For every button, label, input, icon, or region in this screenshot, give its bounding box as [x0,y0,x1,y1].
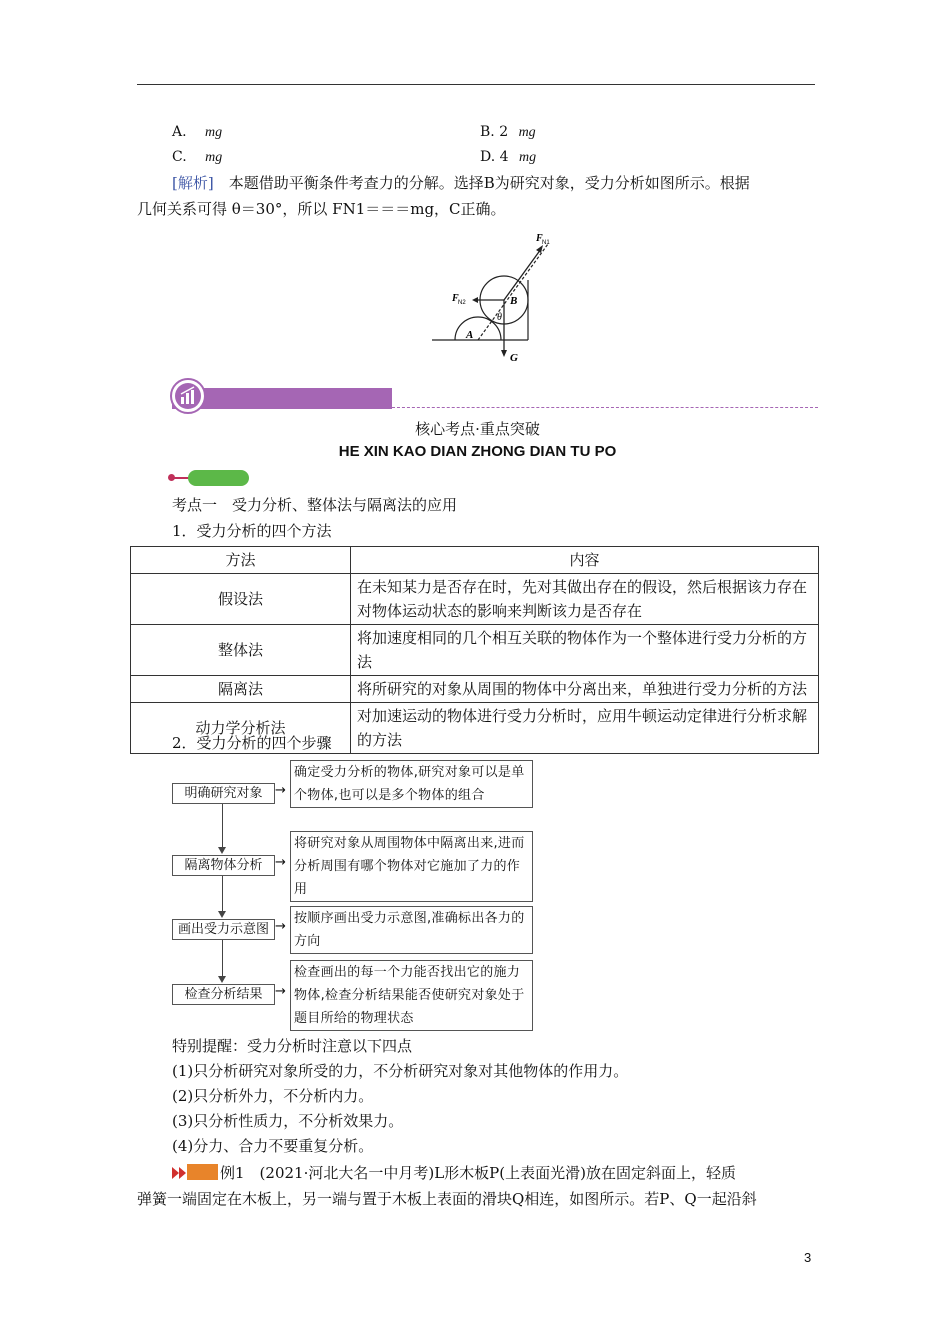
example-label: 例1 [220,1164,245,1182]
chart-icon [172,380,204,412]
kaodian-marker-dot [168,474,175,481]
analysis-text-1: 本题借助平衡条件考查力的分解。选择B为研究对象，受力分析如图所示。根据 [213,174,750,192]
option-d-value: mg [519,150,537,165]
option-a-value: mg [205,125,223,140]
table-header-content: 内容 [351,547,819,574]
label-fn2: F [452,293,459,304]
label-fn1-sub: N1 [542,240,550,246]
label-fn2-sub: N2 [458,300,466,306]
label-fn1: F [536,233,543,244]
option-c-value: mg [205,150,223,165]
analysis-line2: 几何关系可得 θ＝30°，所以 FN1＝＝＝mg，C正确。 [137,200,506,218]
reminder-title: 特别提醒：受力分析时注意以下四点 [172,1037,413,1055]
flow-arrowhead-2 [218,911,226,918]
step-4-desc: 检查画出的每一个力能否找出它的施力物体,检查分析结果能否使研究对象处于题目所给的物理状态 [290,960,533,1031]
option-b [480,124,536,141]
option-c [172,149,222,166]
option-d-label: D. 4 [480,149,509,165]
steps-subtitle: 2．受力分析的四个步骤 [172,734,332,752]
methods-subtitle: 1．受力分析的四个方法 [172,522,332,540]
table-cell-content: 对加速运动的物体进行受力分析时，应用牛顿运动定律进行分析求解的方法 [351,703,819,754]
option-a-label: A. [172,124,187,140]
section-title-pinyin: HE XIN KAO DIAN ZHONG DIAN TU PO [338,443,617,460]
option-c-label: C. [172,149,187,165]
label-a: A [466,329,474,341]
flow-connector-3 [222,940,223,977]
analysis-line1 [172,170,818,197]
table-cell-content: 在未知某力是否存在时，先对其做出存在的假设，然后根据该力存在对物体运动状态的影响来判断该力是否存在 [351,574,819,625]
option-b-label: B. 2 [480,124,509,140]
table-cell-method: 隔离法 [131,676,351,703]
flow-arrowhead-3 [218,976,226,983]
circle-a [455,317,501,340]
example-line1 [220,1160,820,1187]
label-theta: θ [497,312,502,323]
step-4-box: 检查分析结果 [172,984,275,1005]
table-header-method: 方法 [131,547,351,574]
step-3-box: 画出受力示意图 [172,919,275,940]
option-a [172,124,222,141]
example-line2: 弹簧一端固定在木板上，另一端与置于木板上表面的滑块Q相连，如图所示。若P、Q一起沿斜 [137,1190,757,1208]
fn1-arrow [504,249,541,300]
kaodian-title: 考点一 受力分析、整体法与隔离法的应用 [172,496,458,514]
kaodian-marker-pill [188,470,249,486]
example-text-1: (2021·河北大名一中月考)L形木板P(上表面光滑)放在固定斜面上，轻质 [244,1164,736,1182]
flow-connector-2 [222,876,223,912]
example-badge [187,1164,218,1180]
methods-table [130,546,819,754]
table-cell-content: 将所研究的对象从周围的物体中分离出来，单独进行受力分析的方法 [351,676,819,703]
section-banner-dash [392,407,818,408]
step-3-arrow: → [275,919,286,934]
step-2-box: 隔离物体分析 [172,855,275,876]
option-b-value: mg [518,125,536,140]
step-1-desc: 确定受力分析的物体,研究对象可以是单个物体,也可以是多个物体的组合 [290,760,533,808]
step-3-desc: 按顺序画出受力示意图,准确标出各力的方向 [290,906,533,954]
flow-arrowhead-1 [218,847,226,854]
table-cell-method: 假设法 [131,574,351,625]
step-1-arrow: → [275,783,286,798]
section-title-cn: 核心考点·重点突破 [415,420,540,438]
table-row [131,625,819,676]
step-2-desc: 将研究对象从周围物体中隔离出来,进而分析周围有哪个物体对它施加了力的作用 [290,831,533,902]
double-chevron-icon [172,1166,188,1180]
reminder-item: (3)只分析性质力，不分析效果力。 [172,1112,404,1130]
normal-line [478,244,548,340]
step-2-arrow: → [275,855,286,870]
table-row [131,676,819,703]
table-cell-method: 整体法 [131,625,351,676]
section-banner-icon [170,378,206,414]
table-cell-content: 将加速度相同的几个相互关联的物体作为一个整体进行受力分析的方法 [351,625,819,676]
header-rule [137,84,815,85]
label-b: B [510,295,518,307]
reminder-item: (4)分力、合力不要重复分析。 [172,1137,374,1155]
step-4-arrow: → [275,984,286,999]
analysis-tag: [解析] [172,174,214,192]
reminder-item: (1)只分析研究对象所受的力，不分析研究对象对其他物体的作用力。 [172,1062,629,1080]
reminder-item: (2)只分析外力，不分析内力。 [172,1087,374,1105]
option-d [480,149,536,166]
page-number: 3 [804,1250,812,1265]
force-diagram [430,228,560,368]
table-header-row [131,547,819,574]
table-cell-method: 动力学分析法 [131,703,351,754]
step-1-box: 明确研究对象 [172,783,275,804]
label-g: G [510,352,518,364]
flow-connector-1 [222,804,223,848]
table-row [131,574,819,625]
